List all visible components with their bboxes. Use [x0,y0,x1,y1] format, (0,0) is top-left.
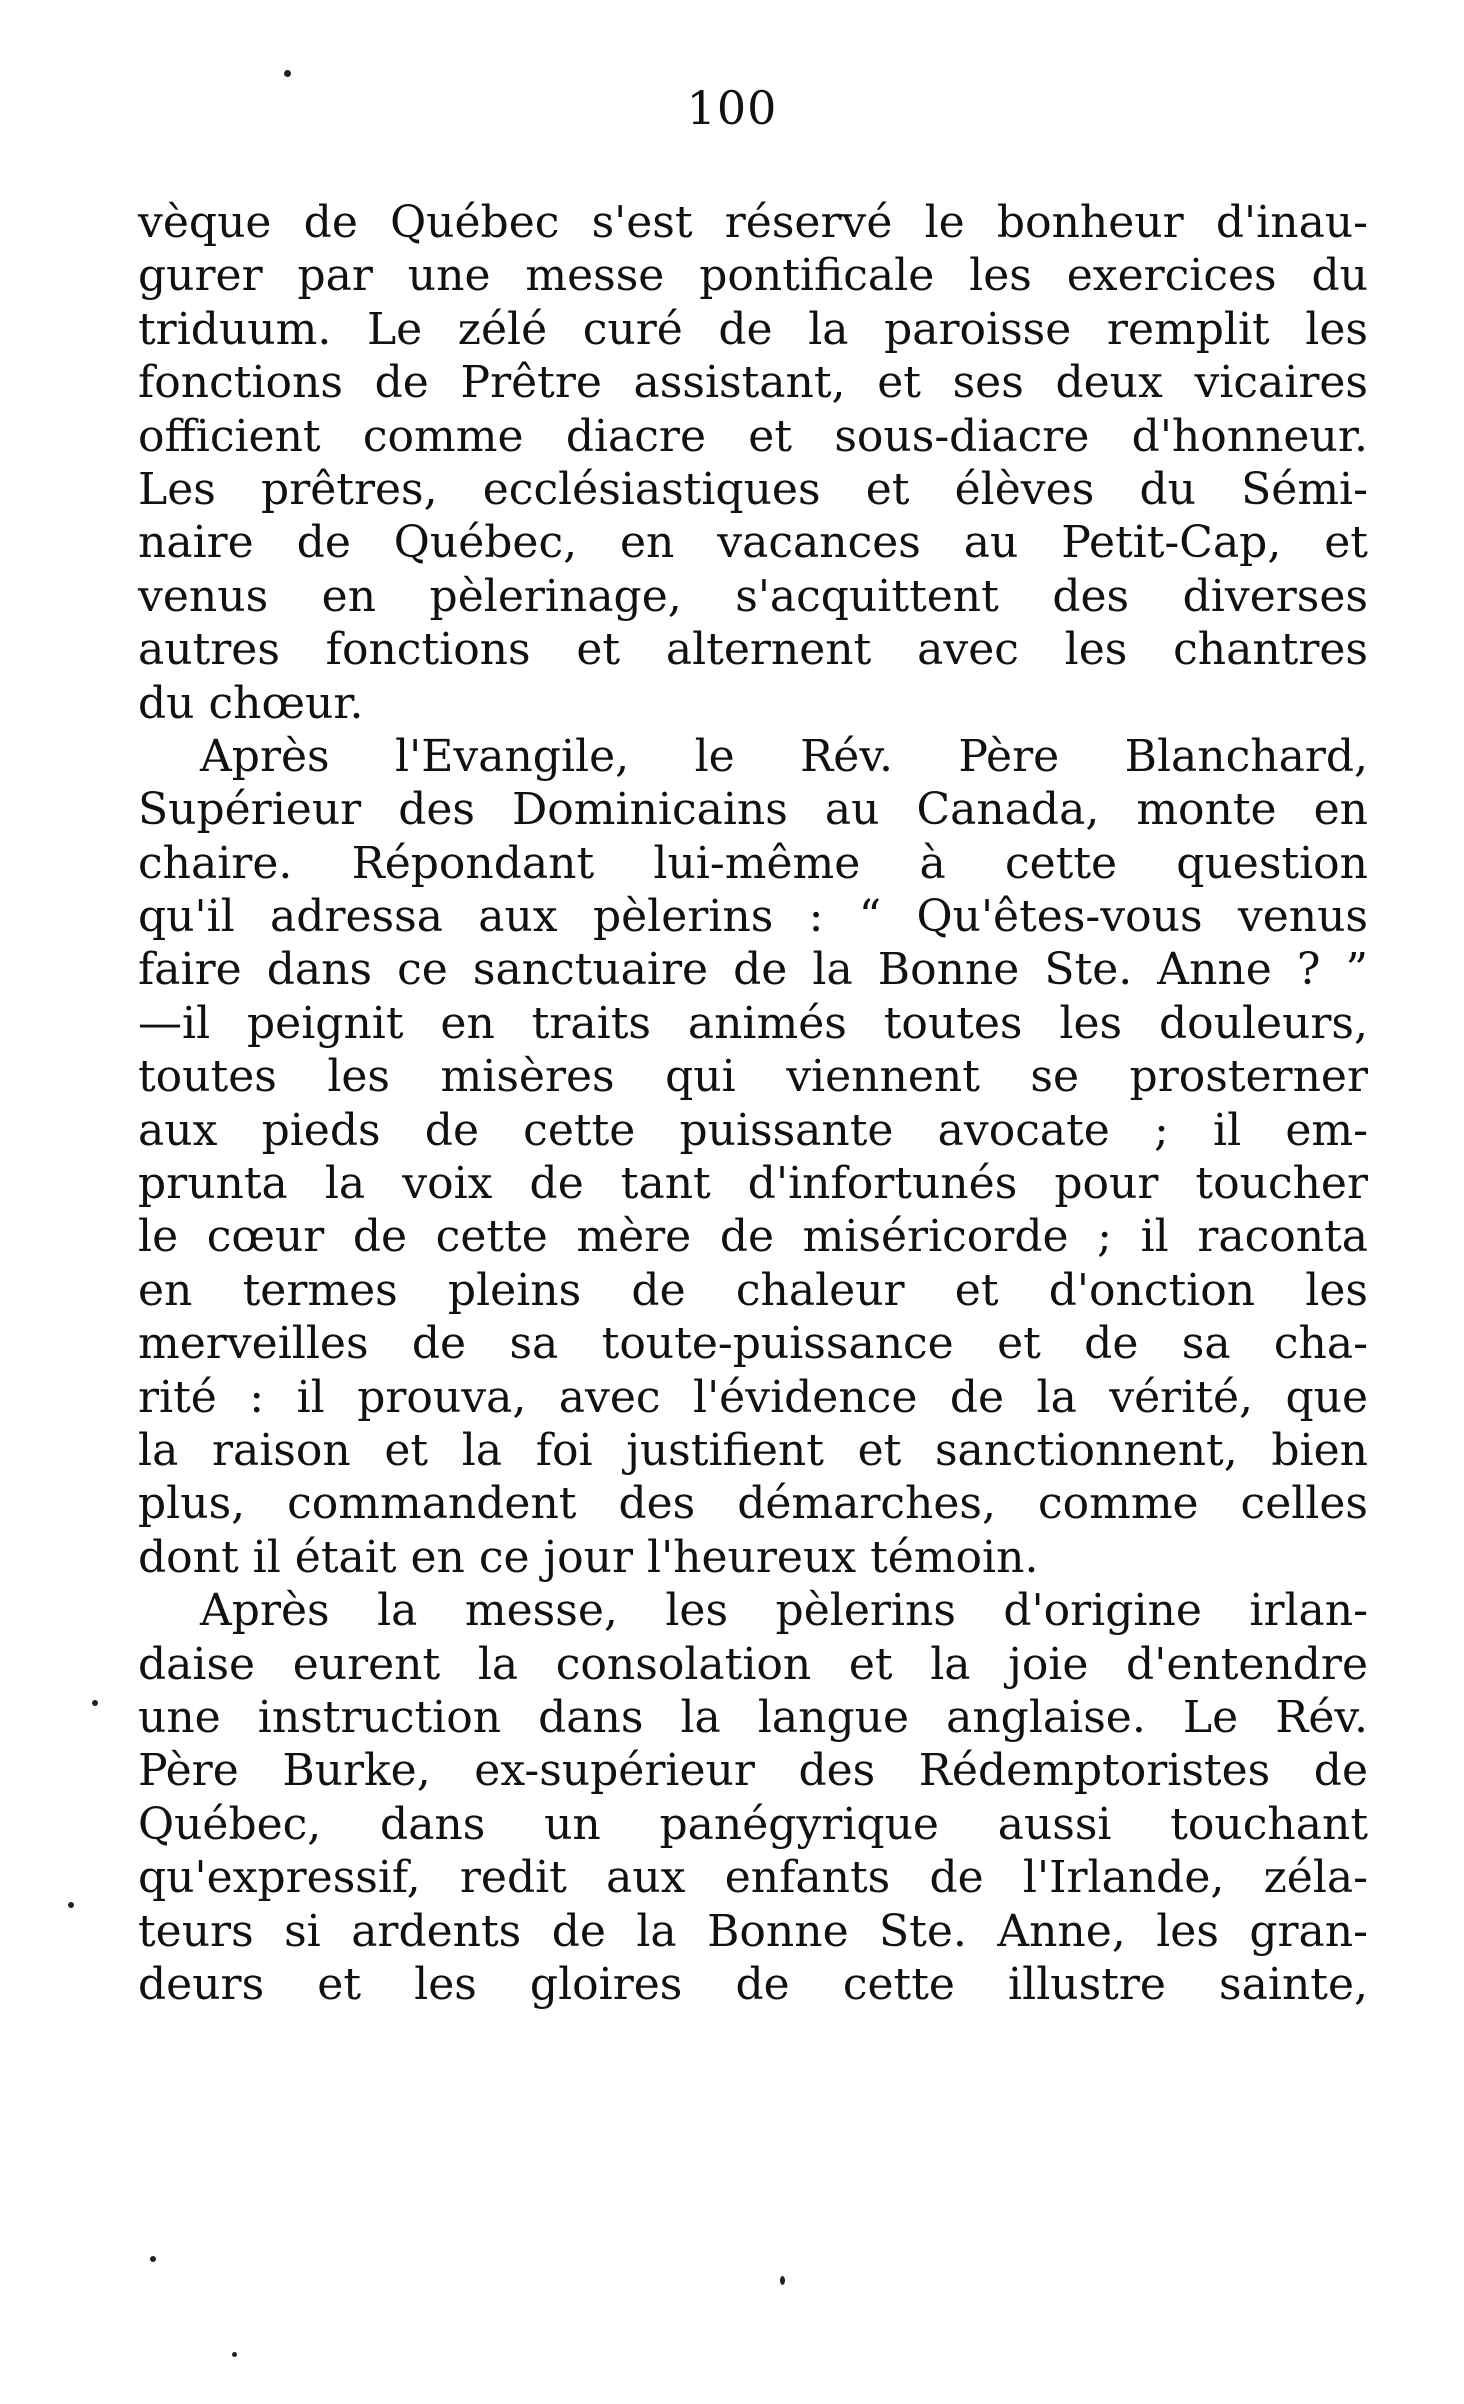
paragraph [138,730,1368,1584]
print-speck [92,1700,98,1706]
paragraph [138,196,1368,730]
text-line: une instruction dans la langue anglaise. Le Rév. [138,1691,1368,1743]
text-line: —il peignit en traits animés toutes les douleurs, [138,997,1368,1049]
text-line: Supérieur des Dominicains au Canada, monte en [138,784,1368,836]
text-line: la raison et la foi justifient et sanctionnent, bien [138,1424,1368,1476]
text-line: naire de Québec, en vacances au Petit-Cap, et [138,517,1368,569]
text-line: Père Burke, ex-supérieur des Rédemptoristes de [138,1745,1368,1797]
text-line: Après l'Evangile, le Rév. Père Blanchard, [200,730,1368,782]
body-text [138,196,1368,2011]
text-line: autres fonctions et alternent avec les chantres [138,624,1368,676]
text-line: Les prêtres, ecclésiastiques et élèves du Sémi- [138,463,1368,515]
text-line: qu'il adressa aux pèlerins : “ Qu'êtes-vous venus [138,891,1368,943]
text-line: teurs si ardents de la Bonne Ste. Anne, les gran- [138,1905,1368,1957]
text-line: Québec, dans un panégyrique aussi touchant [138,1798,1368,1850]
text-line: qu'expressif, redit aux enfants de l'Irlande, zéla- [138,1852,1368,1904]
text-line: venus en pèlerinage, s'acquittent des diverses [138,570,1368,622]
text-line: faire dans ce sanctuaire de la Bonne Ste. Anne ? ” [138,944,1368,996]
text-line: officient comme diacre et sous-diacre d'honneur. [138,410,1368,462]
text-line: Après la messe, les pèlerins d'origine irlan- [200,1585,1368,1637]
text-line: le cœur de cette mère de miséricorde ; il raconta [138,1211,1368,1263]
text-line: aux pieds de cette puissante avocate ; il em- [138,1104,1368,1156]
text-line: plus, commandent des démarches, comme celles [138,1478,1368,1530]
print-speck [232,2352,237,2357]
text-line: fonctions de Prêtre assistant, et ses deux vicaires [138,357,1368,409]
print-speck [150,2256,156,2262]
text-line: gurer par une messe pontificale les exercices du [138,250,1368,302]
text-line: prunta la voix de tant d'infortunés pour toucher [138,1158,1368,1210]
text-line: merveilles de sa toute-puissance et de sa cha- [138,1318,1368,1370]
print-speck [68,1902,74,1908]
text-line: chaire. Répondant lui-même à cette question [138,837,1368,889]
text-line: en termes pleins de chaleur et d'onction les [138,1264,1368,1316]
text-line: vèque de Québec s'est réservé le bonheur d'inau- [138,197,1368,248]
text-line: toutes les misères qui viennent se prosterner [138,1051,1368,1103]
text-line: rité : il prouva, avec l'évidence de la vérité, que [138,1371,1368,1423]
paragraph [138,1584,1368,2011]
print-speck [780,2276,785,2285]
text-line: du chœur. [138,677,364,729]
page-number: 100 [686,81,778,135]
text-line: triduum. Le zélé curé de la paroisse remplit les [138,303,1368,355]
print-speck [284,70,291,77]
text-line: dont il était en ce jour l'heureux témoin. [138,1531,1039,1583]
text-line: daise eurent la consolation et la joie d'entendre [138,1638,1368,1690]
text-line: deurs et les gloires de cette illustre sainte, [138,1958,1368,2010]
